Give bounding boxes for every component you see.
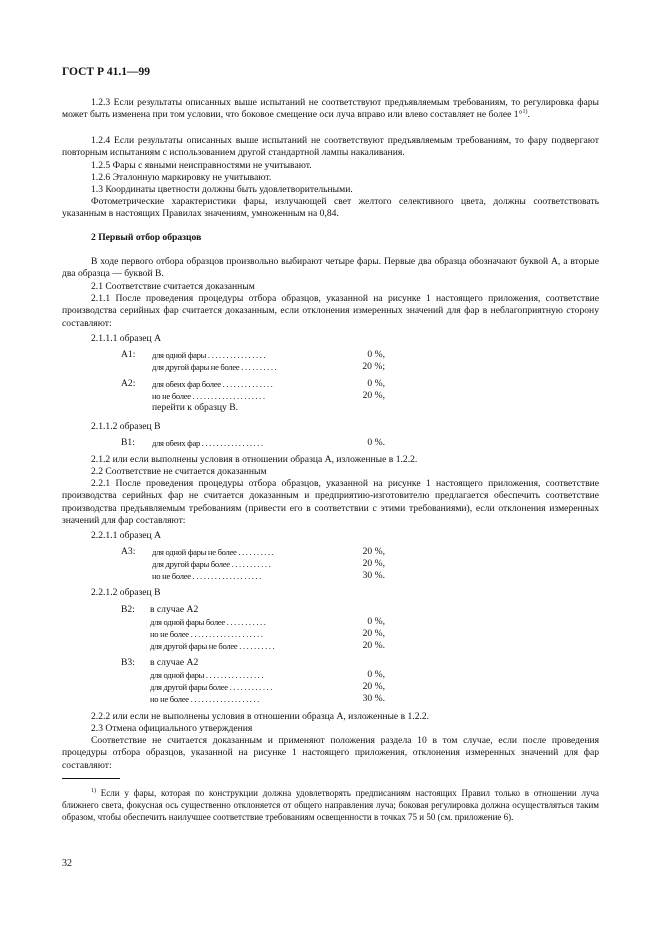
a2-line-2: но не более . . . . . . . . . . . . . . . . . . . . bbox=[152, 391, 265, 401]
a2-value-1: 0 %, bbox=[367, 378, 385, 389]
a3-value-3: 30 %. bbox=[362, 570, 385, 581]
paragraph-photometric: Фотометрические характеристики фары, излучающей свет желтого селективного цвета, должны соответствовать указанным в настоящих Правилах значениям, умноженным на 0,84. bbox=[62, 196, 599, 220]
row-label-b3: В3: bbox=[121, 657, 135, 668]
paragraph-1-3: 1.3 Координаты цветности должны быть удовлетворительными. bbox=[91, 184, 353, 195]
b3-value-2: 20 %, bbox=[362, 681, 385, 692]
paragraph-2-1-1: 2.1.1 После проведения процедуры отбора образцов, указанной на рисунке 1 настоящего приложения, соответствие производства серийных фар считается доказанным, если отклонения измеренных значений для фар в неблагоприятную сторону составляют: bbox=[62, 293, 599, 329]
a2-value-2: 20 %, bbox=[362, 390, 385, 401]
b3-line-1: для одной фары . . . . . . . . . . . . . . . . bbox=[150, 670, 264, 680]
footnote-ref: 1) bbox=[522, 109, 528, 116]
footnote-mark: 1) bbox=[91, 788, 96, 794]
a1-line-1: для одной фары . . . . . . . . . . . . . . . . bbox=[152, 350, 266, 360]
paragraph-2-1: 2.1 Соответствие считается доказанным bbox=[91, 281, 255, 292]
b3-head: в случае А2 bbox=[150, 657, 199, 668]
a1-value-2: 20 %; bbox=[362, 361, 385, 372]
b3-line-3: но не более . . . . . . . . . . . . . . . . . . . bbox=[150, 694, 260, 704]
b2-line-3: для другой фары не более . . . . . . . . . . bbox=[150, 641, 275, 651]
paragraph-2-3-text: Соответствие не считается доказанным и применяют положения раздела 10 в том случае, если после проведения процедуры отбора образцов, указанной на рисунке 1 настоящего приложения, отклонения измеренных значений для фар составляют: bbox=[62, 735, 599, 771]
b1-line-1: для обеих фар . . . . . . . . . . . . . . . . . bbox=[152, 438, 263, 448]
paragraph-2-2-1-2: 2.2.1.2 образец В bbox=[91, 587, 161, 598]
a3-value-1: 20 %, bbox=[362, 546, 385, 557]
row-label-a2: А2: bbox=[121, 378, 136, 389]
b2-value-2: 20 %, bbox=[362, 628, 385, 639]
a2-line-1: для обеих фар более . . . . . . . . . . . . . . bbox=[152, 379, 273, 389]
b3-value-1: 0 %, bbox=[367, 669, 385, 680]
b2-line-1: для одной фары более . . . . . . . . . . . bbox=[150, 617, 266, 627]
row-label-b1: В1: bbox=[121, 437, 135, 448]
b1-value-1: 0 %. bbox=[367, 437, 385, 448]
a3-line-2: для другой фары более . . . . . . . . . . . bbox=[152, 559, 271, 569]
b3-value-3: 30 %. bbox=[362, 693, 385, 704]
a1-line-2: для другой фары не более . . . . . . . . . . bbox=[152, 362, 277, 372]
document-header: ГОСТ Р 41.1—99 bbox=[62, 66, 150, 78]
row-label-b2: В2: bbox=[121, 604, 135, 615]
paragraph-2-intro: В ходе первого отбора образцов произвольно выбирают четыре фары. Первые два образца обозначают буквой А, а вторые два образца — буквой В. bbox=[62, 256, 599, 280]
paragraph-1-2-3: 1.2.3 Если результаты описанных выше испытаний не соответствуют предъявляемым требованиям, то регулировка фары может быть изменена при том условии, что боковое смещение оси луча вправо или влево составляет не более 1°$^{1)}$. bbox=[62, 97, 599, 121]
paragraph-2-1-1-1: 2.1.1.1 образец А bbox=[91, 333, 162, 344]
b2-value-3: 20 %. bbox=[362, 640, 385, 651]
row-label-a3: А3: bbox=[121, 546, 136, 557]
b2-value-1: 0 %, bbox=[367, 616, 385, 627]
b2-head: в случае А2 bbox=[150, 604, 199, 615]
page-number: 32 bbox=[62, 858, 72, 869]
a1-value-1: 0 %, bbox=[367, 349, 385, 360]
a3-line-3: но не более . . . . . . . . . . . . . . . . . . . bbox=[152, 571, 262, 581]
paragraph-1-2-5: 1.2.5 Фары с явными неисправностями не учитывают. bbox=[91, 160, 312, 171]
paragraph-2-2: 2.2 Соответствие не считается доказанным bbox=[91, 466, 267, 477]
a3-value-2: 20 %, bbox=[362, 558, 385, 569]
paragraph-2-2-1-1: 2.2.1.1 образец А bbox=[91, 530, 162, 541]
section-2-heading: 2 Первый отбор образцов bbox=[91, 232, 202, 243]
a2-line-3: перейти к образцу В. bbox=[152, 402, 239, 413]
row-label-a1: А1: bbox=[121, 349, 136, 360]
b2-line-2: но не более . . . . . . . . . . . . . . . . . . . . bbox=[150, 629, 263, 639]
b3-line-2: для другой фары более . . . . . . . . . . . . bbox=[150, 682, 273, 692]
paragraph-2-2-1: 2.2.1 После проведения процедуры отбора образцов, указанной на рисунке 1 настоящего приложения, соответствие производства серийных фар не считается доказанным и предприятию-изготовителю предлагается обеспечить соответствие производства предъявляемым требованиям (привести его в соответствии с этими требованиями), если отклонения измеренных значений для фар составляют: bbox=[62, 478, 599, 526]
paragraph-2-1-2: 2.1.2 или если выполнены условия в отношении образца А, изложенные в 1.2.2. bbox=[91, 454, 418, 465]
paragraph-2-1-1-2: 2.1.1.2 образец В bbox=[91, 421, 161, 432]
footnote: $^{1)}$ Если у фары, которая по конструкции должна удовлетворять предписаниям настоящих Правил только в отношении луча ближнего света, фокусная ось существенно отклоняется от общего направления луча; боковая регулировка должна осуществляться таким образом, чтобы обеспечить наилучшее соответствие требованиям освещенности в точках 75 и 50 (см. приложение 6). bbox=[62, 788, 600, 822]
a3-line-1: для одной фары не более . . . . . . . . . . bbox=[152, 547, 274, 557]
paragraph-2-3: 2.3 Отмена официального утверждения bbox=[91, 723, 253, 734]
paragraph-1-2-4: 1.2.4 Если результаты описанных выше испытаний не соответствуют предъявляемым требованиям, то фару подвергают повторным испытаниям с использованием другой стандартной лампы накаливания. bbox=[62, 135, 599, 159]
paragraph-1-2-6: 1.2.6 Эталонную маркировку не учитывают. bbox=[91, 172, 272, 183]
paragraph-2-2-2: 2.2.2 или если не выполнены условия в отношении образца А, изложенные в 1.2.2. bbox=[91, 711, 430, 722]
footnote-divider bbox=[62, 778, 120, 779]
